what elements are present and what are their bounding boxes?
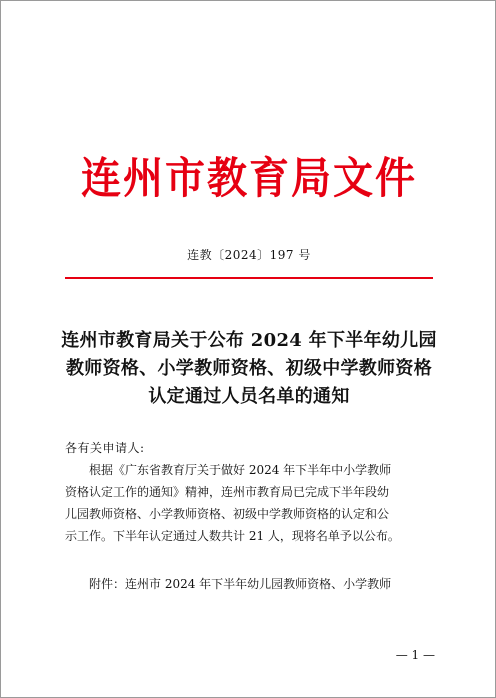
page-number: — 1 — [395, 648, 435, 662]
body-line-1: 根据《广东省教育厅关于做好 2024 年下半年中小学教师 [65, 463, 392, 477]
salutation: 各有关申请人: [65, 441, 145, 455]
page-number-footer [1, 647, 496, 663]
attachment-line: 附件：连州市 2024 年下半年幼儿园教师资格、小学教师 [89, 577, 392, 591]
body-line-2: 资格认定工作的通知》精神，连州市教育局已完成下半年段幼 [65, 485, 390, 499]
document-number: 连教〔2024〕197 号 [187, 248, 311, 262]
body-line-3: 儿园教师资格、小学教师资格、初级中学教师资格的认定和公 [65, 507, 390, 521]
notice-title [41, 327, 457, 411]
title-line-2: 教师资格、小学教师资格、初级中学教师资格 [66, 358, 432, 379]
title-line-1: 连州市教育局关于公布 2024 年下半年幼儿园 [61, 330, 437, 351]
body-paragraph [65, 459, 437, 547]
red-divider-line [65, 277, 433, 279]
issuer-header: 连州市教育局文件 [81, 153, 417, 204]
body-line-4: 示工作。下半年认定通过人数共计 21 人，现将名单予以公布。 [65, 529, 400, 543]
title-line-3: 认定通过人员名单的通知 [148, 386, 350, 407]
